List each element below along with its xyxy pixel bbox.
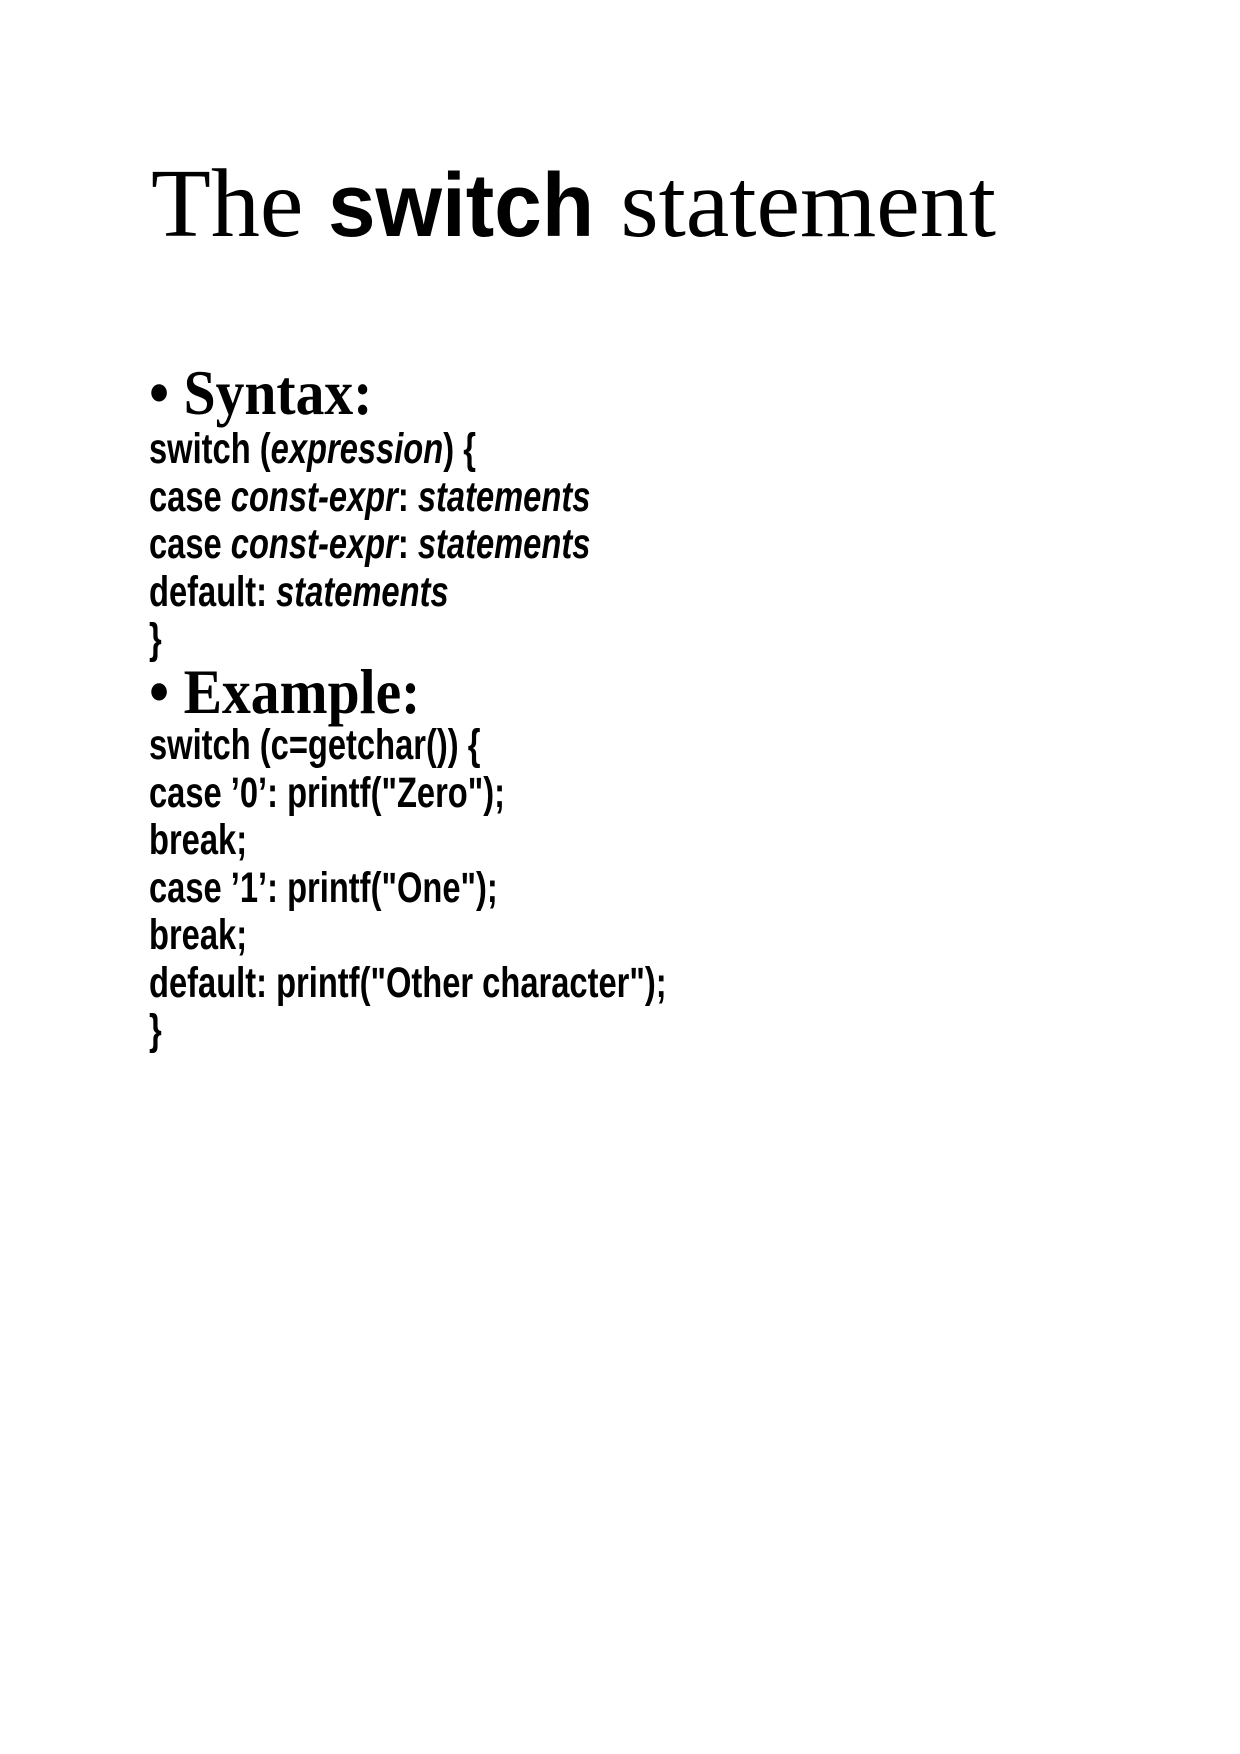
syntax-code-block — [149, 426, 730, 664]
code-placeholder: const-expr — [230, 472, 398, 521]
example-heading-text: Example: — [183, 656, 421, 727]
code-line: case ’1’: printf("One"); — [149, 863, 498, 912]
example-code-block — [149, 722, 830, 1055]
code-placeholder: statements — [417, 520, 591, 568]
bullet-icon: • — [149, 656, 170, 727]
code-line: default: printf("Other character"); — [149, 958, 667, 1007]
code-line: switch (c=getchar()) { — [149, 721, 481, 769]
title-pre: The — [151, 150, 328, 258]
code-line — [149, 569, 590, 617]
code-text: switch ( — [149, 425, 271, 473]
code-line: case ’0’: printf("Zero"); — [149, 768, 506, 817]
code-line: } — [149, 1006, 162, 1054]
title-post: statement — [595, 150, 996, 258]
code-placeholder: statements — [417, 472, 591, 521]
code-line: break; — [149, 816, 248, 864]
code-text: case — [149, 472, 231, 521]
syntax-heading — [149, 357, 373, 428]
code-text: case — [149, 520, 231, 568]
code-line — [149, 474, 590, 522]
code-line: break; — [149, 911, 248, 959]
code-text: } — [149, 615, 162, 663]
example-heading — [149, 656, 421, 727]
code-text: ) { — [443, 425, 476, 473]
page-title — [151, 150, 996, 258]
bullet-icon: • — [149, 357, 170, 428]
title-keyword: switch — [327, 156, 594, 256]
code-placeholder: expression — [270, 425, 444, 473]
code-placeholder: statements — [276, 567, 449, 616]
code-text: : — [397, 472, 418, 521]
code-placeholder: const-expr — [230, 520, 398, 568]
code-text: default: — [149, 567, 277, 616]
code-text: : — [397, 520, 418, 568]
syntax-heading-text: Syntax: — [183, 357, 373, 428]
code-line — [149, 426, 590, 474]
code-line — [149, 521, 590, 569]
